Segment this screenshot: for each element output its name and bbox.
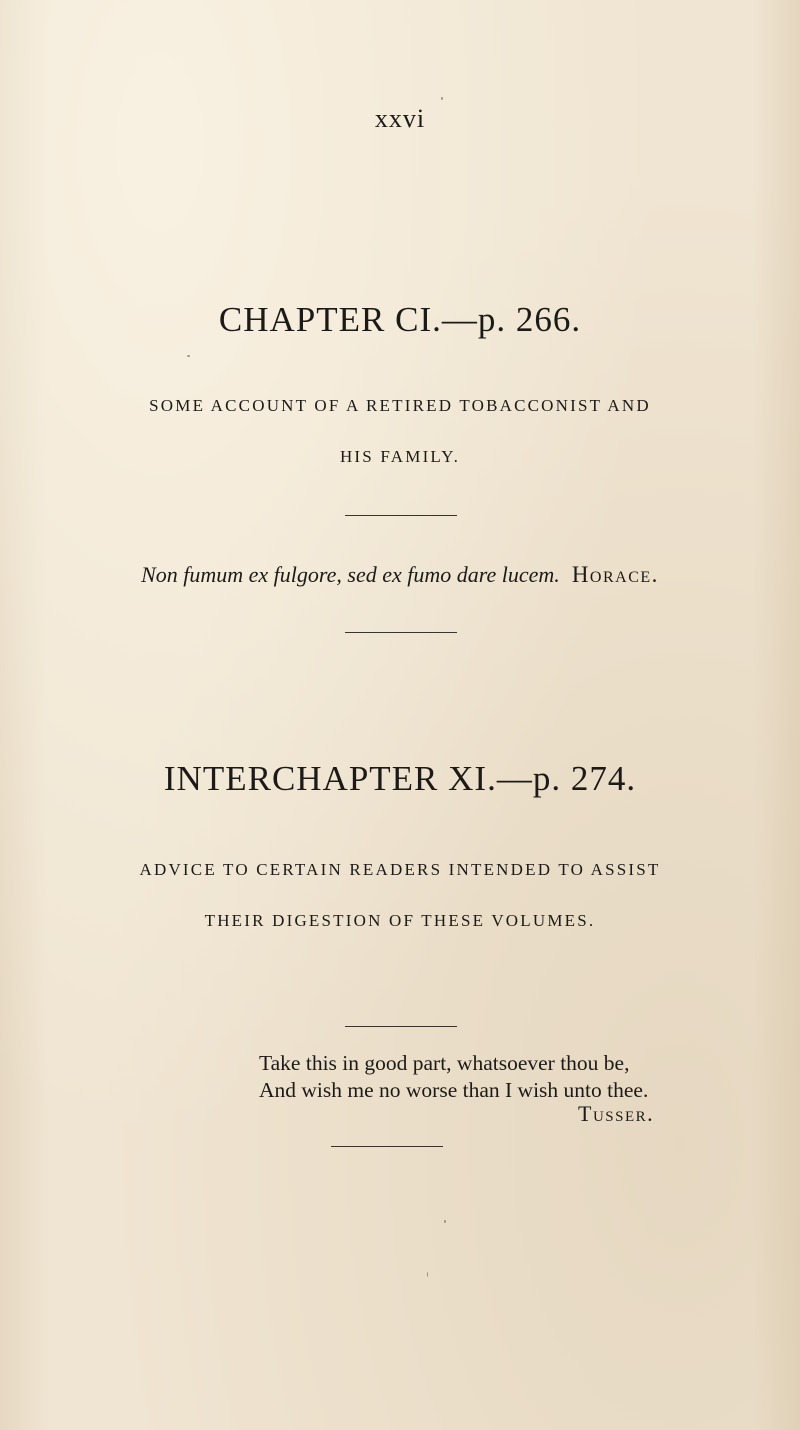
- paper-speck: [441, 97, 443, 100]
- divider-rule: [331, 1146, 443, 1147]
- divider-rule: [345, 632, 457, 633]
- page-number: xxvi: [374, 104, 426, 133]
- interchapter-subtitle-line-2: THEIR DIGESTION OF THESE VOLUMES.: [204, 911, 596, 930]
- interchapter-title: INTERCHAPTER XI.—p. 274.: [163, 759, 637, 798]
- chapter-title: CHAPTER CI.—p. 266.: [218, 300, 582, 339]
- verse-author: Tusser.: [578, 1101, 655, 1126]
- motto-text: Non fumum ex fulgore, sed ex fumo dare lucem.: [141, 562, 560, 587]
- verse-line-1: Take this in good part, whatsoever thou be,: [259, 1051, 630, 1075]
- motto-author: Horace.: [571, 562, 659, 587]
- chapter-motto: [0, 562, 800, 588]
- paper-speck: [187, 355, 190, 357]
- paper-speck: [444, 1220, 446, 1223]
- verse-line-2: And wish me no worse than I wish unto thee.: [259, 1078, 649, 1102]
- divider-rule: [345, 1026, 457, 1027]
- divider-rule: [345, 515, 457, 516]
- chapter-subtitle-line-1: SOME ACCOUNT OF A RETIRED TOBACCONIST AND: [149, 396, 651, 415]
- interchapter-subtitle-line-1: ADVICE TO CERTAIN READERS INTENDED TO ASSIST: [139, 860, 661, 879]
- paper-speck: [427, 1272, 428, 1277]
- chapter-subtitle-line-2: HIS FAMILY.: [339, 447, 461, 466]
